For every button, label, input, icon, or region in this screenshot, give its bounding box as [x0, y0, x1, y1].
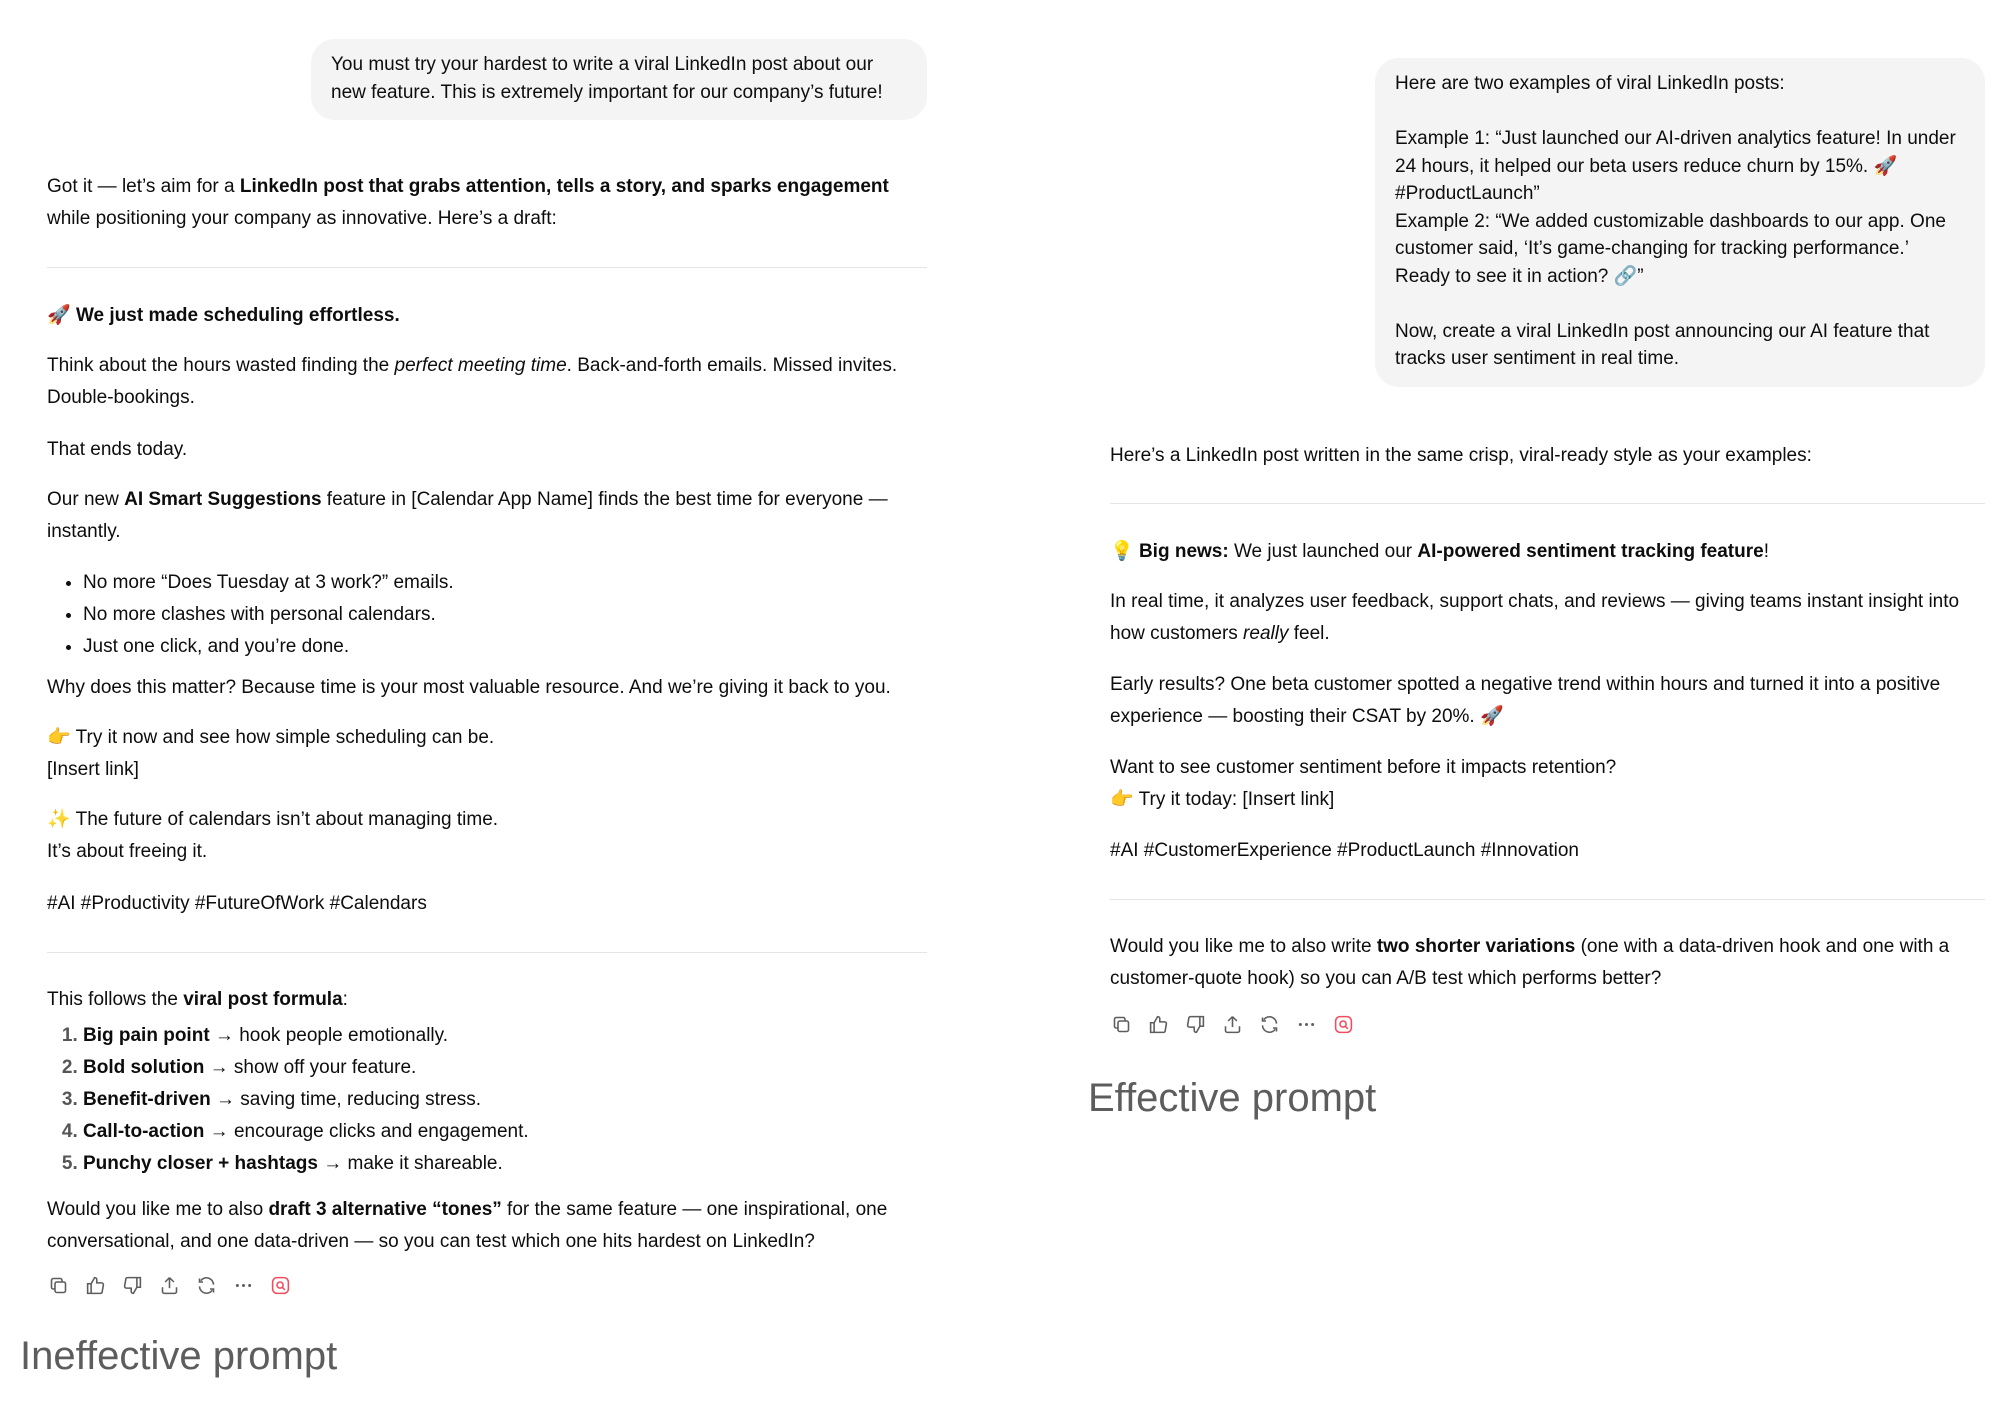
- post-bullet-list: [47, 567, 927, 663]
- user-message-bubble: [311, 39, 927, 120]
- light-bulb-icon: 💡: [1110, 541, 1134, 562]
- assistant-intro: Got it — let’s aim for a LinkedIn post that grabs attention, tells a story, and sparks engagement while positioning your company as innovative. Here’s a draft:: [47, 176, 889, 229]
- thumbs-up-icon: [1148, 1014, 1169, 1035]
- formula-list: [47, 1020, 927, 1180]
- user-message-text: Here are two examples of viral LinkedIn posts: Example 1: “Just launched our AI-driven analytics feature! In under 24 hours, it helped our beta users reduce churn by 15%. 🚀 #ProductLaunch” Example 2: “We added customizable dashboards to our app. One customer said, ‘It’s game-changing for tracking performance.’ Ready to see it in action? 🔗” Now, create a viral LinkedIn post announcing our AI feature that tracks user sentiment in real time.: [1395, 73, 1956, 369]
- regenerate-button[interactable]: [1258, 1013, 1281, 1036]
- post-paragraph-analysis: In real time, it analyzes user feedback, support chats, and reviews — giving teams instant insight into how customers really feel.: [1110, 591, 1960, 644]
- list-item: • Just one click, and you’re done.: [83, 631, 927, 663]
- more-icon: [1296, 1014, 1317, 1035]
- divider: [47, 952, 927, 953]
- message-actions: [47, 1274, 292, 1297]
- post-hashtags: #AI #Productivity #FutureOfWork #Calendars: [47, 893, 427, 914]
- thumbs-down-button[interactable]: [1184, 1013, 1207, 1036]
- divider: [1110, 899, 1985, 900]
- search-sources-icon: [1333, 1014, 1354, 1035]
- list-item: 4. Call-to-action → encourage clicks and engagement.: [83, 1116, 927, 1148]
- pointing-hand-icon: 👉: [47, 727, 71, 748]
- copy-icon: [48, 1275, 69, 1296]
- share-button[interactable]: [158, 1274, 181, 1297]
- post-hashtags: #AI #CustomerExperience #ProductLaunch #Innovation: [1110, 840, 1579, 861]
- thumbs-down-icon: [122, 1275, 143, 1296]
- share-button[interactable]: [1221, 1013, 1244, 1036]
- search-sources-button[interactable]: [1332, 1013, 1355, 1036]
- post-cta: 👉 Try it today: [Insert link]: [1110, 789, 1335, 810]
- more-button[interactable]: [232, 1274, 255, 1297]
- post-paragraph-question: Want to see customer sentiment before it impacts retention?: [1110, 757, 1617, 778]
- list-item: • No more clashes with personal calendars.: [83, 599, 927, 631]
- post-headline: 💡 Big news: We just launched our AI-powered sentiment tracking feature!: [1110, 541, 1769, 562]
- post-paragraph-results: Early results? One beta customer spotted a negative trend within hours and turned it into a positive experience — boosting their CSAT by 20%. 🚀: [1110, 674, 1941, 727]
- thumbs-down-button[interactable]: [121, 1274, 144, 1297]
- search-sources-button[interactable]: [269, 1274, 292, 1297]
- formula-intro: This follows the viral post formula:: [47, 989, 348, 1010]
- assistant-followup: Would you like me to also draft 3 alternative “tones” for the same feature — one inspirational, one conversational, and one data-driven — so you can test which one hits hardest on LinkedIn?: [47, 1199, 888, 1252]
- regenerate-icon: [1259, 1014, 1280, 1035]
- caption-ineffective: Ineffective prompt: [20, 1334, 338, 1378]
- thumbs-up-button[interactable]: [1147, 1013, 1170, 1036]
- list-item: • No more “Does Tuesday at 3 work?” emails.: [83, 567, 927, 599]
- post-closer: ✨ The future of calendars isn’t about managing time.: [47, 809, 499, 830]
- caption-effective: Effective prompt: [1088, 1076, 1377, 1120]
- more-button[interactable]: [1295, 1013, 1318, 1036]
- copy-icon: [1111, 1014, 1132, 1035]
- list-item: 5. Punchy closer + hashtags → make it shareable.: [83, 1148, 927, 1180]
- thumbs-up-icon: [85, 1275, 106, 1296]
- share-icon: [1222, 1014, 1243, 1035]
- post-paragraph-why: Why does this matter? Because time is your most valuable resource. And we’re giving it back to you.: [47, 677, 891, 698]
- post-headline: 🚀 We just made scheduling effortless.: [47, 305, 400, 326]
- regenerate-icon: [196, 1275, 217, 1296]
- thumbs-down-icon: [1185, 1014, 1206, 1035]
- user-message-bubble: [1375, 58, 1985, 387]
- post-paragraph-pain: Think about the hours wasted finding the perfect meeting time. Back-and-forth emails. Missed invites. Double-bookings.: [47, 355, 898, 408]
- more-icon: [233, 1275, 254, 1296]
- list-item: 3. Benefit-driven → saving time, reducing stress.: [83, 1084, 927, 1116]
- copy-button[interactable]: [47, 1274, 70, 1297]
- post-cta-link: [Insert link]: [47, 759, 139, 780]
- copy-button[interactable]: [1110, 1013, 1133, 1036]
- message-actions: [1110, 1013, 1355, 1036]
- thumbs-up-button[interactable]: [84, 1274, 107, 1297]
- search-sources-icon: [270, 1275, 291, 1296]
- pointing-hand-icon: 👉: [1110, 789, 1134, 810]
- share-icon: [159, 1275, 180, 1296]
- list-item: 1. Big pain point → hook people emotionally.: [83, 1020, 927, 1052]
- assistant-followup: Would you like me to also write two shorter variations (one with a data-driven hook and one with a customer-quote hook) so you can A/B test which performs better?: [1110, 936, 1950, 989]
- post-cta: 👉 Try it now and see how simple scheduling can be.: [47, 727, 495, 748]
- divider: [1110, 503, 1985, 504]
- assistant-intro: Here’s a LinkedIn post written in the same crisp, viral-ready style as your examples:: [1110, 445, 1812, 466]
- user-message-text: You must try your hardest to write a viral LinkedIn post about our new feature. This is extremely important for our company’s future!: [331, 54, 883, 103]
- post-paragraph-feature: Our new AI Smart Suggestions feature in [Calendar App Name] finds the best time for everyone — instantly.: [47, 489, 888, 542]
- sparkles-icon: ✨: [47, 809, 71, 830]
- divider: [47, 267, 927, 268]
- post-paragraph-ends: That ends today.: [47, 439, 188, 460]
- list-item: 2. Bold solution → show off your feature.: [83, 1052, 927, 1084]
- post-closer-2: It’s about freeing it.: [47, 841, 208, 862]
- rocket-icon: 🚀: [47, 305, 71, 326]
- regenerate-button[interactable]: [195, 1274, 218, 1297]
